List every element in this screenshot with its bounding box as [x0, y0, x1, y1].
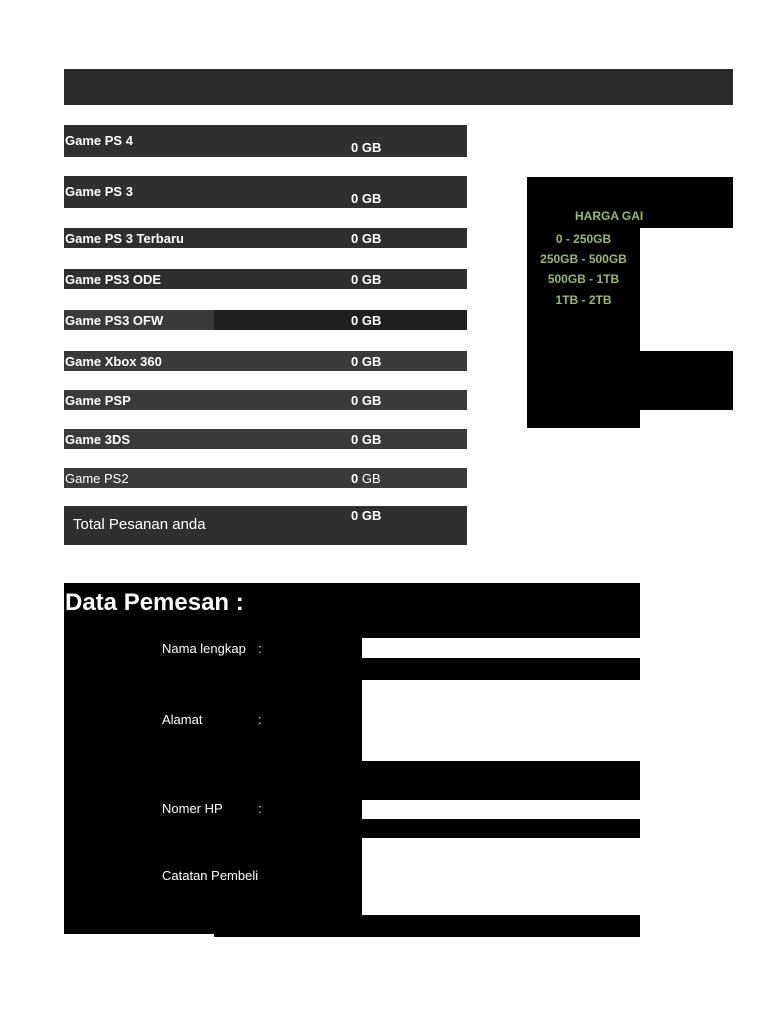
nomer-hp-input[interactable]	[362, 800, 640, 819]
order-label: Game 3DS	[65, 432, 131, 447]
order-row-ps2	[64, 468, 467, 488]
catatan-pembeli-input[interactable]	[362, 838, 640, 915]
order-row-psp	[64, 390, 467, 410]
order-label: Game PS3 ODE	[65, 272, 162, 287]
order-label: Game PS 3 Terbaru	[65, 231, 184, 246]
field-label-nomer-hp: Nomer HP	[162, 801, 223, 816]
order-label: Game PS 4	[65, 133, 133, 148]
price-table-bottom	[527, 351, 733, 410]
price-table-title: HARGA GAI	[575, 209, 644, 223]
nama-lengkap-input[interactable]	[362, 638, 640, 658]
total-size: 0 GB	[351, 508, 382, 523]
field-label-catatan: Catatan Pembeli	[162, 868, 259, 883]
order-row-ps3-terbaru	[64, 228, 467, 248]
field-colon: :	[258, 641, 262, 656]
order-size[interactable]: 0 GB	[351, 191, 382, 206]
order-label: Game Xbox 360	[65, 354, 162, 369]
row-shade	[214, 310, 467, 330]
order-size[interactable]: 0 GB	[351, 231, 382, 246]
field-label-nama: Nama lengkap	[162, 641, 246, 656]
order-size[interactable]: 0 GB	[351, 432, 382, 447]
order-size[interactable]: 0 GB	[351, 140, 382, 155]
order-row-ps3	[64, 176, 467, 208]
price-range: 1TB - 2TB	[555, 293, 612, 307]
order-label: Game PS2	[65, 471, 129, 486]
field-label-alamat: Alamat	[162, 712, 203, 727]
order-size[interactable]: 0 GB	[351, 272, 382, 287]
alamat-input[interactable]	[362, 680, 640, 761]
order-label: Game PS3 OFW	[65, 313, 164, 328]
form-title: Data Pemesan :	[65, 589, 244, 616]
order-row-xbox360	[64, 351, 467, 371]
order-row-ps3-ofw	[64, 310, 467, 330]
price-range: 0 - 250GB	[555, 232, 612, 246]
header-bar	[64, 69, 733, 105]
order-size[interactable]: 0 GB	[351, 354, 382, 369]
order-size[interactable]: 0 GB	[351, 313, 382, 328]
order-row-ps3-ode	[64, 269, 467, 289]
order-size[interactable]: 0 GB	[351, 471, 381, 486]
order-total-row	[64, 506, 467, 545]
price-range: 250GB - 500GB	[540, 252, 627, 266]
order-row-ps4	[64, 125, 467, 157]
form-notch	[64, 934, 214, 938]
order-row-3ds	[64, 429, 467, 449]
field-colon: :	[258, 712, 262, 727]
order-size[interactable]: 0 GB	[351, 393, 382, 408]
price-range: 500GB - 1TB	[547, 272, 620, 286]
order-label: Game PSP	[65, 393, 131, 408]
total-label: Total Pesanan anda	[73, 516, 206, 533]
order-label: Game PS 3	[65, 184, 133, 199]
field-colon: :	[258, 801, 262, 816]
